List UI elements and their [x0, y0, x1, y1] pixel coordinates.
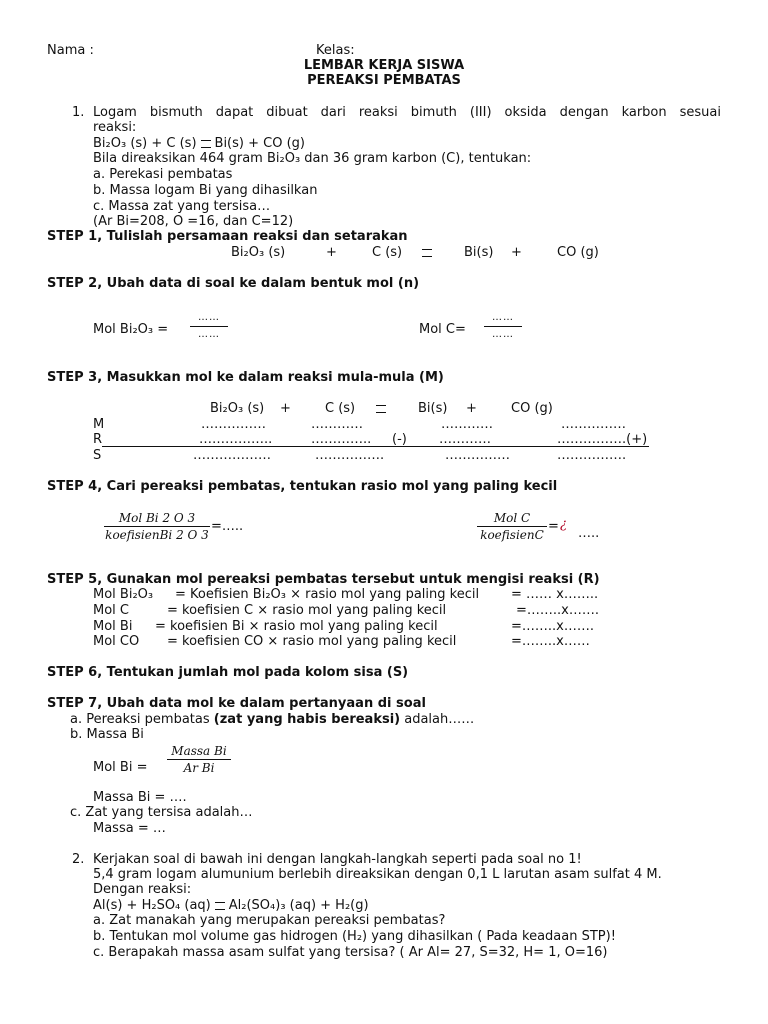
step-5-line-3-fill: =……..x…….: [511, 619, 594, 634]
fraction-bar: [167, 759, 231, 760]
ratio-c-glyph: ¿: [560, 517, 567, 532]
step-1-plus-1: +: [326, 245, 337, 260]
mol-c-label: Mol C=: [419, 322, 466, 337]
fraction-numerator: Mol C: [493, 511, 531, 525]
step-1-product-1: Bi(s): [464, 245, 494, 260]
row-r-cell-2: …………..: [311, 432, 372, 447]
massa-bi: Massa Bi = ….: [93, 790, 187, 805]
row-s-cell-1: ………………: [193, 448, 271, 463]
mol-bi-label: Mol Bi =: [93, 760, 148, 775]
step-7-item-b: b. Massa Bi: [70, 727, 144, 742]
question-1-number: 1.: [72, 105, 85, 120]
question-2-line2: 5,4 gram logam alumunium berlebih direaksikan dengan 0,1 L larutan asam sulfat 4 M.: [93, 867, 662, 882]
step-5-line-2-fill: =……..x…….: [516, 603, 599, 618]
step-5-line-3-text: = koefisien Bi × rasio mol yang paling kecil: [155, 619, 438, 634]
mol-bi2o3-fraction: [190, 311, 228, 342]
mol-bi-fraction: [167, 744, 231, 775]
question-2-number: 2.: [72, 852, 85, 867]
row-r-label: R: [93, 432, 103, 447]
question-1-line2: reaksi:: [93, 120, 137, 135]
row-r-cell-4: …………….(+): [557, 432, 648, 447]
fraction-numerator: ……: [198, 312, 220, 323]
step-7-item-a-suffix: adalah……: [404, 712, 475, 727]
step-3-title: STEP 3, Masukkan mol ke dalam reaksi mula-mula (M): [47, 370, 444, 385]
step-1-arrow-icon: [422, 249, 432, 257]
fraction-bar: [104, 526, 210, 527]
step-1-reactant-2: C (s): [372, 245, 403, 260]
mol-c-fraction: [484, 311, 522, 342]
mol-bi2o3-label: Mol Bi₂O₃ =: [93, 322, 169, 337]
step-3-header-reactant-1: Bi₂O₃ (s): [210, 401, 265, 416]
step-2-title: STEP 2, Ubah data di soal ke dalam bentuk mol (n): [47, 276, 420, 291]
step-7-item-a-bold: (zat yang habis bereaksi): [213, 712, 401, 727]
question-1-line4: Bila direaksikan 464 gram Bi₂O₃ dan 36 gram karbon (C), tentukan:: [93, 151, 532, 166]
step-3-header-reactant-2: C (s): [325, 401, 356, 416]
fraction-bar: [190, 326, 228, 327]
fraction-denominator: koefisienBi 2 O 3: [105, 528, 209, 542]
step-7-item-a: [70, 712, 474, 727]
ratio-bi2o3-result: =…..: [211, 519, 244, 534]
question-2-line1: Kerjakan soal di bawah ini dengan langkah-langkah seperti pada soal no 1!: [93, 852, 582, 867]
step-4-title: STEP 4, Cari pereaksi pembatas, tentukan rasio mol yang paling kecil: [47, 479, 558, 494]
step-5-line-1-fill: = …… x……..: [511, 587, 599, 602]
step-1-reactant-1: Bi₂O₃ (s): [231, 245, 286, 260]
massa-tersisa: Massa = …: [93, 821, 166, 836]
step-7-title: STEP 7, Ubah data mol ke dalam pertanyaan di soal: [47, 696, 426, 711]
step-3-header-plus-1: +: [280, 401, 291, 416]
reaction-arrow-icon: [201, 140, 211, 148]
fraction-denominator: Ar Bi: [183, 761, 215, 775]
row-m-label: M: [93, 417, 105, 432]
question-2-item-c: c. Berapakah massa asam sulfat yang tersisa? ( Ar Al= 27, S=32, H= 1, O=16): [93, 945, 608, 960]
fraction-bar: [477, 526, 547, 527]
question-1-ar: (Ar Bi=208, O =16, dan C=12): [93, 214, 294, 229]
reaction-products: Bi(s) + CO (g): [214, 136, 305, 151]
step-5-line-4-text: = koefisien CO × rasio mol yang paling kecil: [167, 634, 457, 649]
row-s-cell-4: …………….: [557, 448, 627, 463]
reaction-arrow-icon: [215, 902, 225, 910]
fraction-denominator: ……: [492, 329, 514, 340]
step-5-line-4-label: Mol CO: [93, 634, 140, 649]
question-2-line3: Dengan reaksi:: [93, 882, 192, 897]
step-5-line-1-text: = Koefisien Bi₂O₃ × rasio mol yang paling kecil: [175, 587, 480, 602]
question-1-item-a: a. Perekasi pembatas: [93, 167, 233, 182]
step-6-title: STEP 6, Tentukan jumlah mol pada kolom sisa (S): [47, 665, 409, 680]
fraction-numerator: ……: [492, 312, 514, 323]
row-m-cell-4: ……………: [561, 417, 626, 432]
step-5-line-2-text: = koefisien C × rasio mol yang paling kecil: [167, 603, 447, 618]
fraction-denominator: ……: [198, 329, 220, 340]
step-3-header-plus-2: +: [466, 401, 477, 416]
question-1-reaction: [93, 136, 305, 151]
question-2-reaction: [93, 898, 369, 913]
step-7-item-a-prefix: a. Pereaksi pembatas: [70, 712, 210, 727]
row-s-label: S: [93, 448, 102, 463]
step-5-line-2-label: Mol C: [93, 603, 129, 618]
step-1-title: STEP 1, Tulislah persamaan reaksi dan setarakan: [47, 229, 408, 244]
step-1-product-2: CO (g): [557, 245, 599, 260]
step-5-line-1-label: Mol Bi₂O₃: [93, 587, 154, 602]
ratio-c-equals: =: [548, 519, 559, 534]
step-3-header-product-1: Bi(s): [418, 401, 448, 416]
step-5-line-4-fill: =……..x……: [511, 634, 590, 649]
step-1-plus-2: +: [511, 245, 522, 260]
ratio-c-result: …..: [578, 526, 600, 541]
kelas-label: Kelas:: [316, 43, 355, 58]
reaction-products: Al₂(SO₄)₃ (aq) + H₂(g): [228, 898, 369, 913]
step-5-title: STEP 5, Gunakan mol pereaksi pembatas tersebut untuk mengisi reaksi (R): [47, 572, 600, 587]
reaction-table-divider: [102, 446, 649, 447]
row-m-cell-2: …………: [311, 417, 363, 432]
page-subtitle: PEREAKSI PEMBATAS: [307, 73, 461, 88]
question-1-line1: Logam bismuth dapat dibuat dari reaksi bimuth (III) oksida dengan karbon sesuai: [93, 105, 721, 120]
row-r-cell-3: …………: [439, 432, 491, 447]
row-m-cell-1: ……………: [201, 417, 266, 432]
question-2-item-a: a. Zat manakah yang merupakan pereaksi pembatas?: [93, 913, 446, 928]
row-s-cell-3: ……………: [445, 448, 510, 463]
row-s-cell-2: …………….: [315, 448, 385, 463]
step-7-item-c: c. Zat yang tersisa adalah…: [70, 805, 253, 820]
fraction-denominator: koefisienC: [480, 528, 544, 542]
fraction-numerator: Massa Bi: [171, 744, 227, 758]
question-1-item-b: b. Massa logam Bi yang dihasilkan: [93, 183, 318, 198]
reaction-reactants: Bi₂O₃ (s) + C (s): [93, 136, 197, 151]
row-r-cell-1: ……………..: [199, 432, 273, 447]
page-title: LEMBAR KERJA SISWA: [303, 58, 465, 73]
step-3-header-product-2: CO (g): [511, 401, 553, 416]
nama-label: Nama :: [47, 43, 94, 58]
step-5-line-3-label: Mol Bi: [93, 619, 133, 634]
fraction-bar: [484, 326, 522, 327]
question-1-item-c: c. Massa zat yang tersisa…: [93, 199, 271, 214]
step-3-arrow-icon: [376, 405, 386, 413]
ratio-c-fraction: [477, 511, 547, 542]
row-r-minus-sign: (-): [392, 432, 407, 447]
ratio-bi2o3-fraction: [104, 511, 210, 542]
reaction-reactants: Al(s) + H₂SO₄ (aq): [93, 898, 211, 913]
fraction-numerator: Mol Bi 2 O 3: [118, 511, 196, 525]
question-2-item-b: b. Tentukan mol volume gas hidrogen (H₂) yang dihasilkan ( Pada keadaan STP)!: [93, 929, 616, 944]
row-m-cell-3: …………: [441, 417, 493, 432]
